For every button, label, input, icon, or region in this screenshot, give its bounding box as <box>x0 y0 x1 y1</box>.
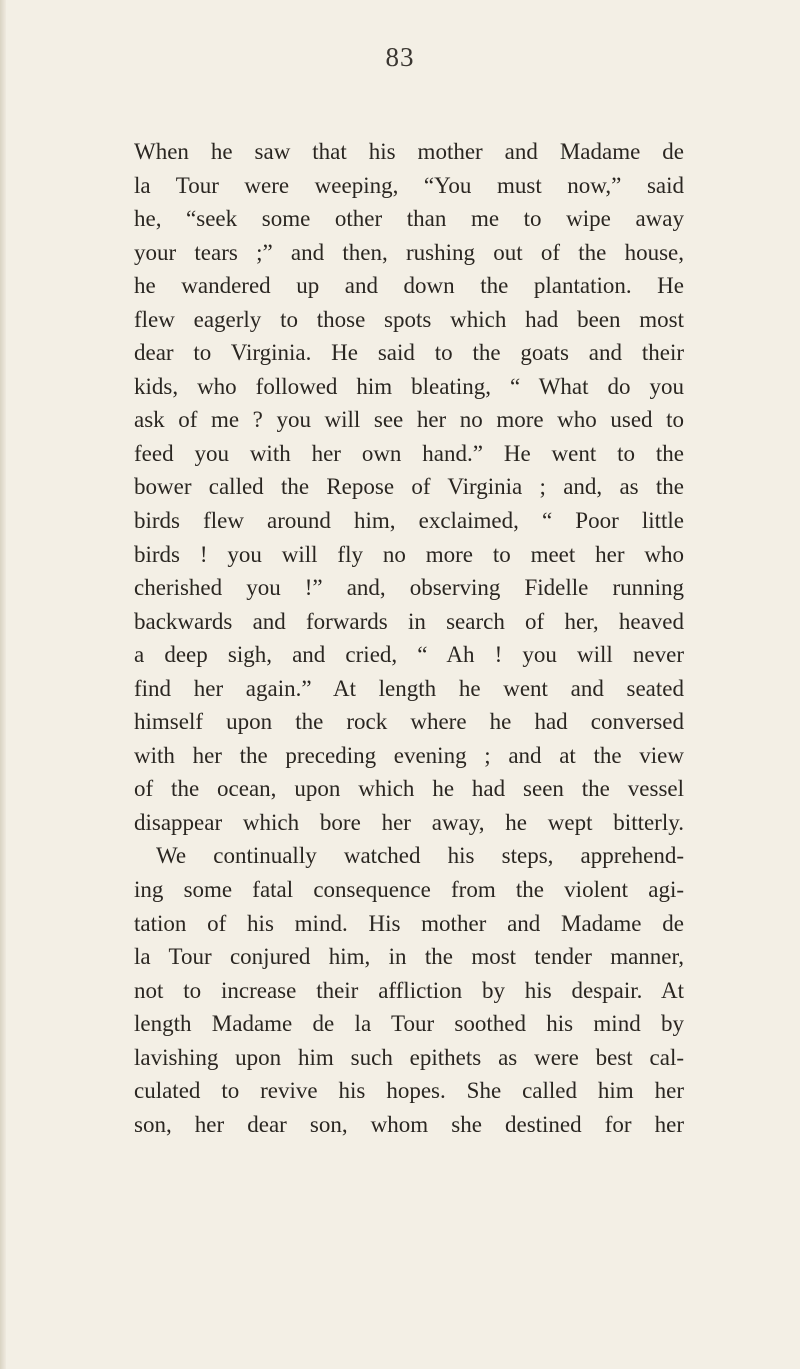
text-line: not to increase their affliction by his despair. At <box>134 977 684 1003</box>
text-line: dear to Virginia. He said to the goats and their <box>134 340 684 366</box>
text-line: backwards and forwards in search of her, heaved <box>134 608 684 634</box>
text-line: he wandered up and down the plantation. He <box>134 273 684 299</box>
text-line: birds ! you will fly no more to meet her who <box>134 541 684 567</box>
text-line: disappear which bore her away, he wept bitterly. <box>134 809 684 835</box>
text-line: length Madame de la Tour soothed his mind by <box>134 1011 684 1037</box>
text-line: ing some fatal consequence from the violent agi- <box>134 877 684 903</box>
text-line: son, her dear son, whom she destined for her <box>134 1111 684 1137</box>
page-number: 83 <box>385 42 415 72</box>
text-line: culated to revive his hopes. She called him her <box>134 1078 684 1104</box>
text-line: birds flew around him, exclaimed, “ Poor little <box>134 508 684 534</box>
text-line: he, “seek some other than me to wipe away <box>134 206 684 232</box>
text-line: cherished you !” and, observing Fidelle running <box>134 575 684 601</box>
text-line: tation of his mind. His mother and Madame de <box>134 910 684 936</box>
text-line: himself upon the rock where he had conversed <box>134 709 684 735</box>
page-binding-edge <box>0 0 6 1369</box>
text-line: find her again.” At length he went and seated <box>134 675 684 701</box>
text-line: a deep sigh, and cried, “ Ah ! you will never <box>134 642 684 668</box>
text-line: with her the preceding evening ; and at the view <box>134 742 684 768</box>
text-line: kids, who followed him bleating, “ What do you <box>134 373 684 399</box>
text-line: feed you with her own hand.” He went to the <box>134 440 684 466</box>
text-line: lavishing upon him such epithets as were best cal- <box>134 1044 684 1070</box>
text-line: flew eagerly to those spots which had been most <box>134 306 684 332</box>
text-line: bower called the Repose of Virginia ; and, as the <box>134 474 684 500</box>
text-line: your tears ;” and then, rushing out of the house, <box>134 239 684 265</box>
text-line: la Tour conjured him, in the most tender manner, <box>134 944 684 970</box>
text-line: of the ocean, upon which he had seen the vessel <box>134 776 684 802</box>
text-line: When he saw that his mother and Madame de <box>134 139 684 164</box>
text-line: la Tour were weeping, “You must now,” said <box>134 172 684 198</box>
page-body-text <box>134 135 684 1141</box>
text-line: ask of me ? you will see her no more who used to <box>134 407 684 433</box>
text-line: We continually watched his steps, apprehend- <box>156 843 684 869</box>
